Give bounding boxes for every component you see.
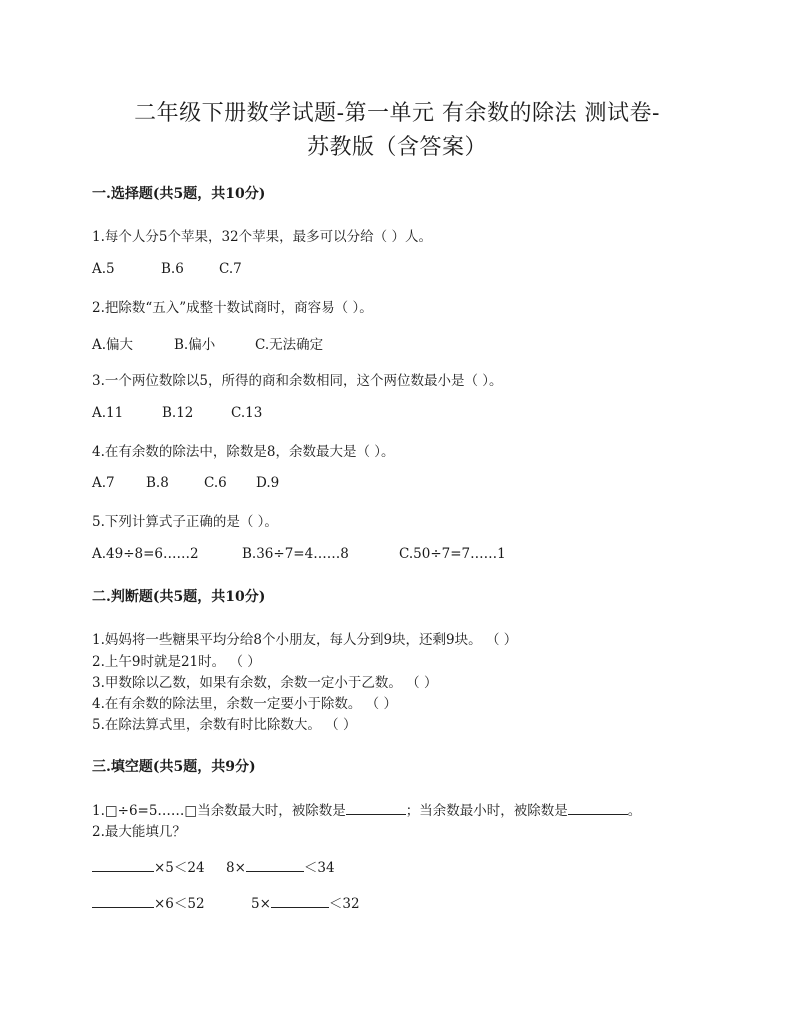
- option: B.12: [162, 405, 194, 421]
- option: C.6: [204, 475, 227, 491]
- answer-blank[interactable]: [92, 859, 154, 872]
- page-title-line1: 二年级下册数学试题-第一单元 有余数的除法 测试卷-: [134, 101, 660, 126]
- fill-expr: ＜32: [328, 896, 360, 912]
- option: D.9: [256, 475, 280, 491]
- option: A.11: [92, 405, 124, 421]
- question-5: 5.下列计算式子正确的是（ ）。: [92, 514, 278, 530]
- fill-row-1: [92, 856, 335, 876]
- judge-item: 3.甲数除以乙数，如果有余数，余数一定小于乙数。 （ ）: [92, 675, 438, 691]
- option: B.偏小: [174, 337, 216, 353]
- question-3: 3.一个两位数除以5，所得的商和余数相同，这个两位数最小是（ ）。: [92, 373, 503, 389]
- option: A.49÷8=6……2: [92, 546, 199, 562]
- option: B.6: [161, 261, 184, 277]
- option: C.13: [231, 405, 263, 421]
- options-q1: [92, 261, 242, 277]
- option: A.偏大: [92, 337, 134, 353]
- question-2: 2.把除数“五入”成整十数试商时，商容易（ ）。: [92, 300, 373, 316]
- options-q5: [92, 546, 506, 562]
- answer-blank[interactable]: [346, 802, 406, 815]
- fill-expr: 8×: [226, 860, 246, 876]
- option: B.8: [146, 475, 169, 491]
- option: C.7: [219, 261, 242, 277]
- judge-item: 2.上午9时就是21时。 （ ）: [92, 654, 261, 670]
- options-q2: [92, 333, 323, 353]
- fill-q1-text-b: ；当余数最小时，被除数是: [405, 803, 568, 819]
- option: C.无法确定: [255, 337, 324, 353]
- option: B.36÷7=4……8: [242, 546, 349, 562]
- question-1: 1.每个人分5个苹果，32个苹果，最多可以分给（ ）人。: [92, 229, 432, 245]
- section-heading-fill: 三.填空题(共5题，共9分): [92, 759, 256, 775]
- judge-item: 1.妈妈将一些糖果平均分给8个小朋友，每人分到9块，还剩9块。 （ ）: [92, 632, 518, 648]
- option: A.5: [92, 261, 115, 277]
- fill-row-2: [92, 892, 360, 912]
- answer-blank[interactable]: [568, 802, 628, 815]
- section-heading-judge: 二.判断题(共5题，共10分): [92, 589, 266, 605]
- options-q3: [92, 405, 262, 421]
- fill-q1-text-a: 1.□÷6=5……□当余数最大时，被除数是: [92, 803, 346, 819]
- answer-blank[interactable]: [92, 895, 154, 908]
- option: C.50÷7=7……1: [399, 546, 506, 562]
- judge-item: 5.在除法算式里，余数有时比除数大。 （ ）: [92, 717, 357, 733]
- option: A.7: [92, 475, 115, 491]
- fill-question-2: 2.最大能填几？: [92, 824, 186, 840]
- section-heading-choice: 一.选择题(共5题，共10分): [92, 186, 266, 202]
- answer-blank[interactable]: [246, 859, 304, 872]
- page-title-line2: 苏教版（含答案）: [306, 135, 487, 160]
- fill-expr: ×5＜24: [154, 860, 205, 876]
- fill-q1-text-c: 。: [627, 803, 642, 819]
- fill-question-1: [92, 799, 641, 819]
- options-q4: [92, 475, 279, 491]
- judge-item: 4.在有余数的除法里，余数一定要小于除数。 （ ）: [92, 696, 397, 712]
- fill-expr: ×6＜52: [154, 896, 205, 912]
- answer-blank[interactable]: [271, 895, 329, 908]
- question-4: 4.在有余数的除法中，除数是8，余数最大是（ ）。: [92, 444, 395, 460]
- fill-expr: 5×: [251, 896, 271, 912]
- fill-expr: ＜34: [303, 860, 335, 876]
